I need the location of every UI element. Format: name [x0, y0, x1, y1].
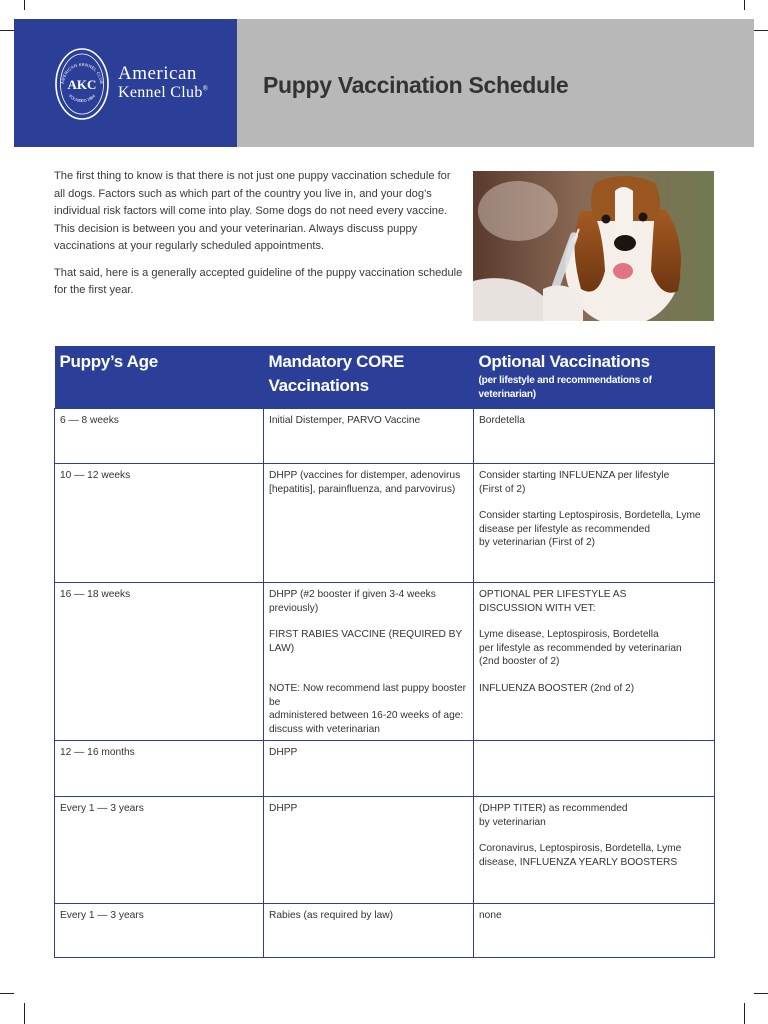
core-cell — [264, 409, 474, 464]
age-text: 16 — 18 weeks — [60, 589, 131, 600]
optional-cell — [474, 904, 715, 958]
table-row — [55, 464, 715, 583]
core-text: DHPP (#2 booster if given 3-4 weeks previously) — [269, 589, 436, 614]
crop-mark — [744, 1003, 745, 1024]
column-header-optional-subtitle: (per lifestyle and recommendations of veterinarian) — [478, 375, 652, 400]
puppy-vaccination-photo — [473, 171, 714, 321]
intro-paragraph: The first thing to know is that there is not just one puppy vaccination schedule for all dogs. Factors such as which part of the country you live in, and your dog’s individual risk factors will come into play. Some dogs do not need every vaccine. This decision is between you and your veterinarian. Always discuss puppy vaccinations at your regularly scheduled appointments. — [54, 170, 451, 252]
optional-cell — [474, 583, 715, 741]
core-text: DHPP (vaccines for distemper, adenovirus [hepatitis], parainfluenza, and parvovirus) — [269, 470, 461, 495]
core-text: DHPP — [269, 803, 298, 814]
core-text: FIRST RABIES VACCINE (REQUIRED BY LAW) — [269, 629, 463, 654]
optional-text: Consider starting Leptospirosis, Bordetella, Lyme disease per lifestyle as recommended by veterinarian (First of 2) — [479, 510, 701, 548]
age-cell — [55, 464, 264, 583]
optional-text: none — [479, 910, 502, 921]
age-text: 12 — 16 months — [60, 747, 135, 758]
column-header-core — [264, 346, 474, 409]
logo-line-kennel-club — [118, 85, 208, 101]
core-cell — [264, 741, 474, 797]
table-row — [55, 409, 715, 464]
crop-mark — [0, 993, 14, 994]
age-cell — [55, 741, 264, 797]
table-row — [55, 583, 715, 741]
column-header-optional — [474, 346, 715, 409]
age-text: 10 — 12 weeks — [60, 470, 131, 481]
optional-text: Lyme disease, Leptospirosis, Bordetella per lifestyle as recommended by veterinarian (2nd booster of 2) — [479, 629, 682, 667]
column-header-age — [55, 346, 264, 409]
core-text: DHPP — [269, 747, 298, 758]
svg-text:FOUNDED 1884 — [68, 93, 97, 103]
core-text: Rabies (as required by law) — [269, 910, 394, 921]
age-cell — [55, 904, 264, 958]
logo-kennel-club-text: Kennel Club — [118, 84, 203, 101]
seal-top-text: AMERICAN KENNEL CLUB — [59, 61, 105, 85]
core-cell — [264, 904, 474, 958]
column-header-optional-label: Optional Vaccinations — [478, 352, 650, 371]
vaccination-schedule-table — [54, 346, 715, 958]
age-text: Every 1 — 3 years — [60, 910, 144, 921]
core-text: NOTE: Now recommend last puppy booster be administered between 16-20 weeks of age: discuss with veterinarian — [269, 683, 467, 735]
crop-mark — [24, 1003, 25, 1024]
akc-seal-icon — [54, 46, 110, 122]
table-row — [55, 741, 715, 797]
core-text: Initial Distemper, PARVO Vaccine — [269, 415, 421, 426]
core-cell — [264, 464, 474, 583]
seal-monogram: AKC — [67, 77, 97, 92]
seal-bottom-text: FOUNDED 1884 — [67, 93, 97, 104]
optional-cell — [474, 741, 715, 797]
intro-paragraph: That said, here is a generally accepted guideline of the puppy vaccination schedule for the first year. — [54, 266, 463, 296]
crop-mark — [0, 30, 14, 31]
column-header-core-label: Mandatory CORE Vaccinations — [268, 352, 405, 395]
crop-mark — [24, 0, 25, 10]
optional-text: (DHPP TITER) as recommended by veterinarian — [479, 803, 628, 828]
optional-text: OPTIONAL PER LIFESTYLE AS DISCUSSION WITH VET: — [479, 589, 627, 614]
age-cell — [55, 797, 264, 904]
crop-mark — [744, 0, 745, 10]
optional-text: Bordetella — [479, 415, 525, 426]
column-header-age-label: Puppy’s Age — [59, 352, 158, 371]
optional-text: Consider starting INFLUENZA per lifestyle (First of 2) — [479, 470, 670, 495]
optional-cell — [474, 409, 715, 464]
akc-logo-wordmark — [118, 64, 208, 101]
crop-mark — [754, 30, 768, 31]
page-title: Puppy Vaccination Schedule — [263, 72, 569, 98]
intro-text — [54, 168, 464, 309]
table-row — [55, 797, 715, 904]
logo-line-american: American — [118, 63, 197, 84]
table-row — [55, 904, 715, 958]
age-text: Every 1 — 3 years — [60, 803, 144, 814]
core-cell — [264, 583, 474, 741]
crop-mark — [754, 993, 768, 994]
core-cell — [264, 797, 474, 904]
optional-cell — [474, 797, 715, 904]
age-cell — [55, 583, 264, 741]
optional-cell — [474, 464, 715, 583]
table-header-row — [55, 346, 715, 409]
age-cell — [55, 409, 264, 464]
age-text: 6 — 8 weeks — [60, 415, 119, 426]
optional-text: Coronavirus, Leptospirosis, Bordetella, Lyme disease, INFLUENZA YEARLY BOOSTERS — [479, 843, 682, 868]
trademark-symbol: ® — [202, 84, 209, 93]
optional-text: INFLUENZA BOOSTER (2nd of 2) — [479, 682, 635, 694]
